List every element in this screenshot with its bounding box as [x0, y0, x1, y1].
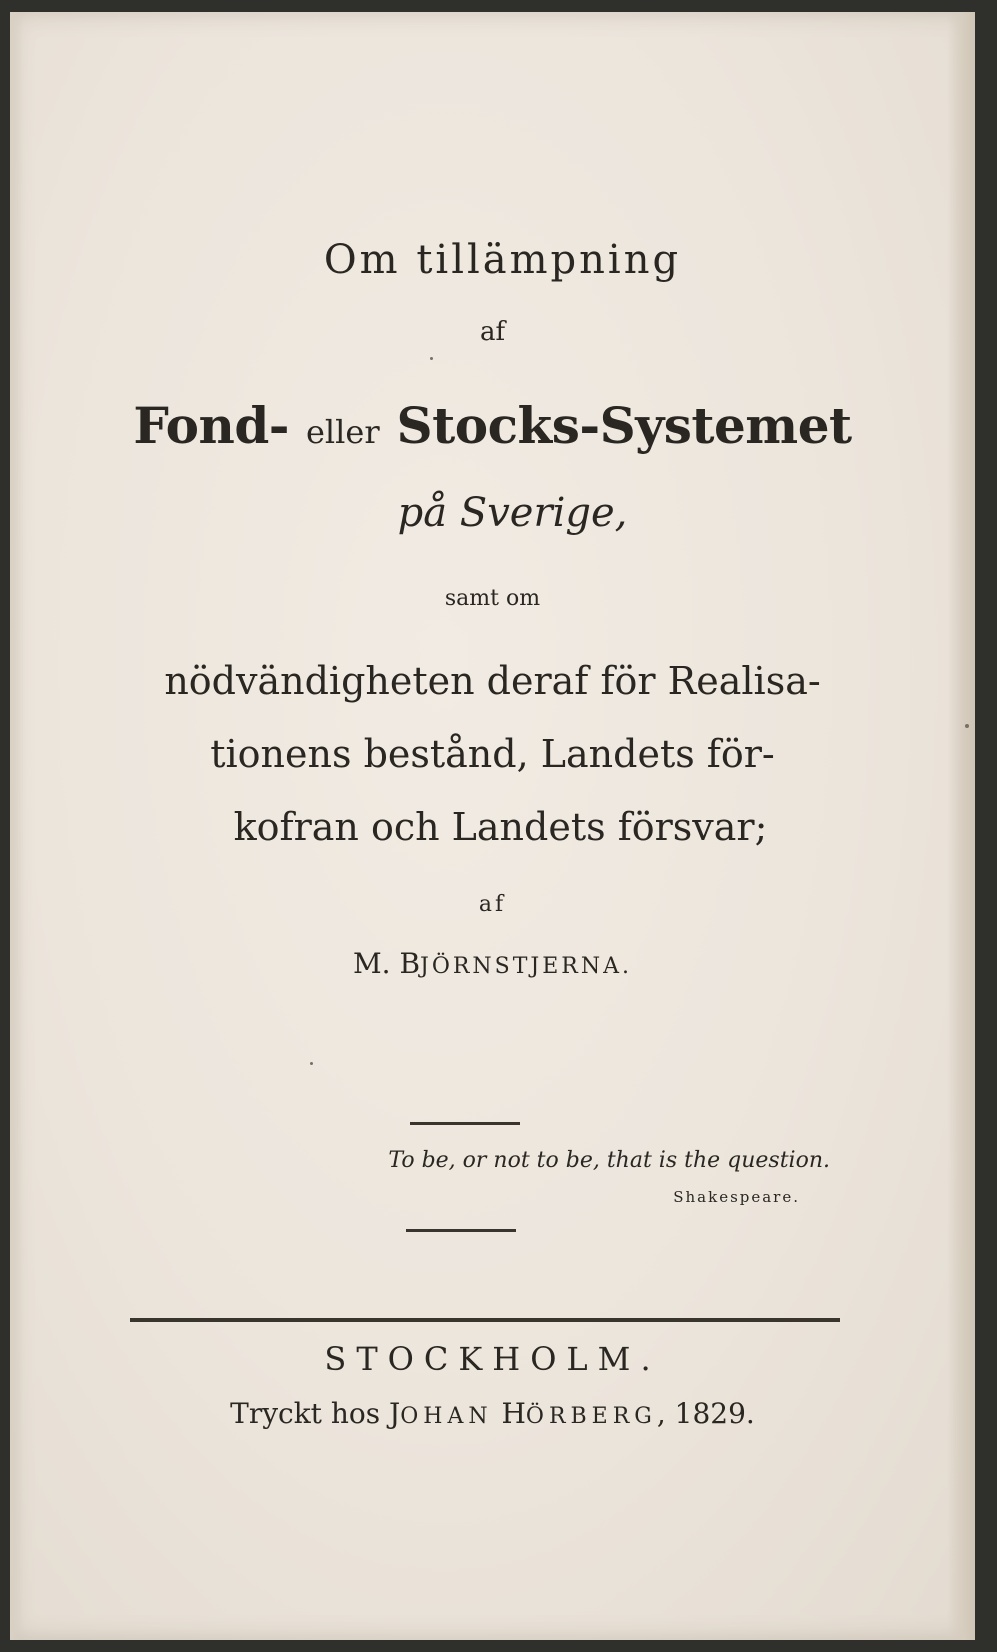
imprint-printer-a: Tryckt hos J — [230, 1397, 401, 1430]
imprint-rule — [130, 1318, 840, 1322]
title-line-4: på Sverige, — [397, 490, 628, 536]
imprint-printer — [10, 1397, 975, 1430]
main-title-part-1: Fond- — [133, 396, 290, 455]
epigraph-quote: To be, or not to be, that is the question. — [388, 1148, 830, 1173]
paper-speck — [965, 724, 969, 728]
paper-speck — [310, 1062, 313, 1065]
author-name-initial: M. B — [352, 947, 421, 980]
title-line-5: samt om — [444, 586, 541, 611]
main-title — [10, 396, 975, 455]
imprint-printer-b: OHAN — [400, 1404, 493, 1429]
imprint-city: STOCKHOLM. — [324, 1340, 661, 1378]
imprint-printer-c: H — [492, 1397, 526, 1430]
subtitle-line-3: kofran och Landets försvar; — [233, 805, 768, 849]
main-title-conjunction: eller — [305, 413, 380, 451]
epigraph-rule-top — [410, 1122, 520, 1125]
epigraph-rule-bottom — [406, 1229, 516, 1232]
by-line: af — [478, 892, 507, 917]
author-name — [10, 947, 975, 980]
subtitle-line-1: nödvändigheten deraf för Realisa- — [164, 659, 821, 703]
paper-speck — [430, 357, 433, 360]
imprint-printer-e: , 1829. — [656, 1397, 755, 1430]
subtitle-line-2: tionens bestånd, Landets för- — [210, 732, 775, 776]
title-line-1: Om tillämpning — [323, 237, 682, 283]
imprint-printer-d: ÖRBERG — [525, 1404, 657, 1429]
title-line-2: af — [479, 317, 506, 347]
author-name-rest: JÖRNSTJERNA. — [420, 954, 633, 979]
title-page-sheet — [10, 12, 975, 1640]
epigraph-attribution: Shakespeare. — [673, 1188, 800, 1206]
main-title-part-2: Stocks-Systemet — [396, 396, 852, 455]
